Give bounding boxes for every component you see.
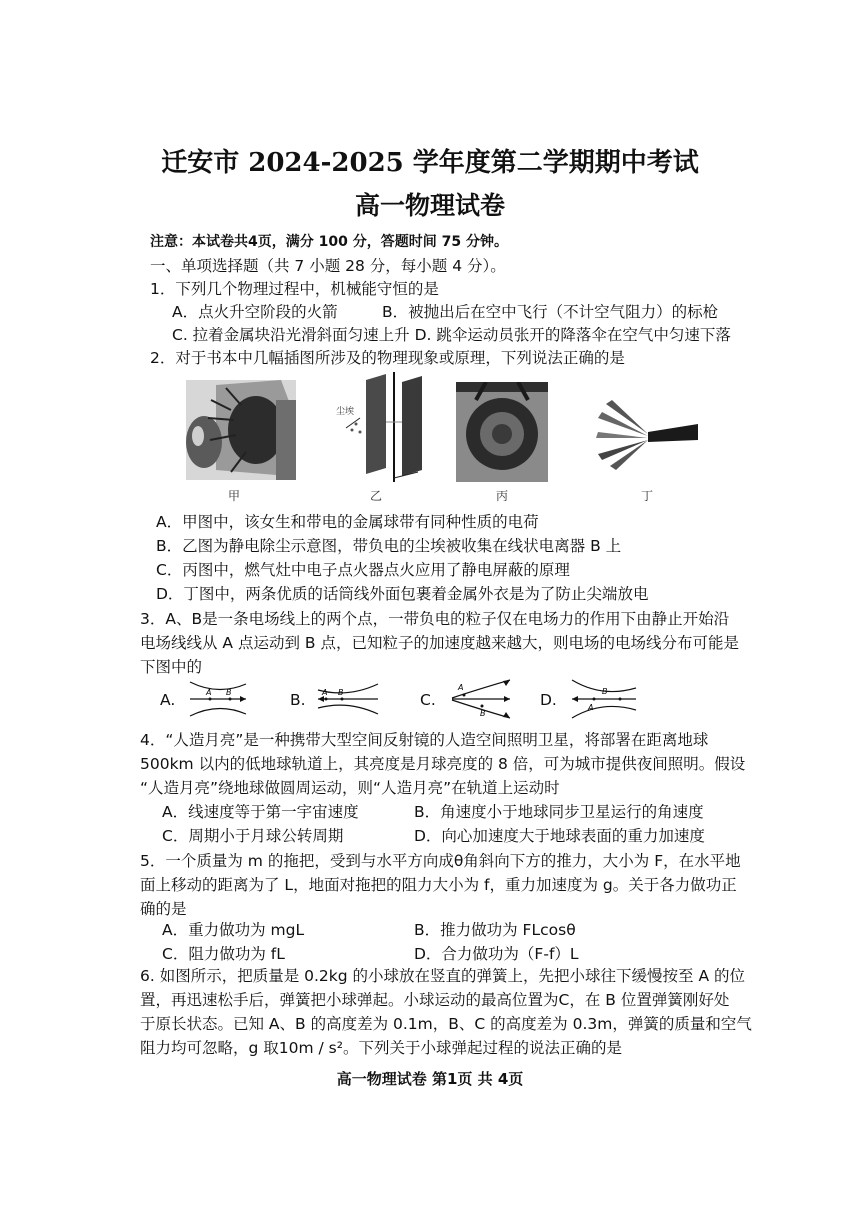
q6-line3: 于原长状态。已知 A、B 的高度差为 0.1m，B、C 的高度差为 0.3m，弹簧的质量和空气: [140, 1015, 752, 1033]
q4-line1: 4．“人造月亮”是一种携带大型空间反射镜的人造空间照明卫星，将部署在距离地球: [140, 731, 709, 749]
section-heading: 一、单项选择题（共 7 小题 28 分，每小题 4 分）。: [150, 257, 506, 275]
q3-b-point-a: A: [322, 688, 328, 697]
q3-option-a-label: A.: [160, 691, 176, 709]
q2-option-b: B．乙图为静电除尘示意图，带负电的尘埃被收集在线状电离器 B 上: [156, 537, 622, 555]
q2-option-c: C．丙图中，燃气灶中电子点火器点火应用了静电屏蔽的原理: [156, 561, 570, 579]
q5-option-a: A．重力做功为 mgL: [162, 921, 305, 939]
q4-line3: “人造月亮”绕地球做圆周运动，则“人造月亮”在轨道上运动时: [140, 779, 560, 797]
q3-line3: 下图中的: [140, 658, 203, 676]
q6-line4: 阻力均可忽略，g 取10m / s²。下列关于小球弹起过程的说法正确的是: [140, 1039, 622, 1057]
q5-line2: 面上移动的距离为了 L，地面对拖把的阻力大小为 f，重力加速度为 g。关于各力做功正: [140, 876, 737, 894]
q4-line2: 500km 以内的低地球轨道上，其亮度是月球亮度的 8 倍，可为城市提供夜间照明。假设: [140, 755, 746, 773]
q4-option-b: B．角速度小于地球同步卫星运行的角速度: [414, 803, 704, 821]
q6-line2: 置，再迅速松手后，弹簧把小球弹起。小球运动的最高位置为C，在 B 位置弹簧刚好处: [140, 991, 730, 1009]
q3-option-c-label: C.: [420, 691, 436, 709]
q6-line1: 6. 如图所示，把质量是 0.2kg 的小球放在竖直的弹簧上，先把小球往下缓慢按至 A 的位: [140, 967, 745, 985]
q3-d-point-b: B: [602, 687, 608, 696]
q3-field-d-diagram: [566, 676, 640, 722]
q3-c-point-a: A: [458, 683, 464, 692]
q4-option-a: A．线速度等于第一宇宙速度: [162, 803, 359, 821]
exam-subtitle: 高一物理试卷: [354, 191, 505, 220]
q5-option-b: B．推力做功为 FLcosθ: [414, 921, 576, 939]
q3-a-point-b: B: [226, 688, 232, 697]
q3-line1: 3．A、B是一条电场线上的两个点，一带负电的粒子仅在电场力的作用下由静止开始沿: [140, 610, 730, 628]
q3-a-point-a: A: [206, 688, 212, 697]
q3-field-a-diagram: [186, 678, 250, 720]
q3-b-point-b: B: [338, 688, 344, 697]
q3-option-b-label: B.: [290, 691, 306, 709]
q3-line2: 电场线线从 A 点运动到 B 点，已知粒子的加速度越来越大，则电场的电场线分布可能是: [140, 634, 739, 652]
q1-option-cd: C. 拉着金属块沿光滑斜面匀速上升 D. 跳伞运动员张开的降落伞在空气中匀速下落: [172, 326, 731, 344]
q5-option-c: C．阻力做功为 fL: [162, 945, 285, 963]
q5-line1: 5．一个质量为 m 的拖把，受到与水平方向成θ角斜向下方的推力，大小为 F，在水平地: [140, 852, 741, 870]
q1-option-b: B．被抛出后在空中飞行（不计空气阻力）的标枪: [382, 303, 719, 321]
figure-yi-caption: 乙: [370, 489, 383, 503]
q2-option-a: A．甲图中，该女生和带电的金属球带有同种性质的电荷: [156, 513, 539, 531]
q3-option-d-label: D.: [540, 691, 557, 709]
q3-d-point-a: A: [588, 703, 594, 712]
q3-c-point-b: B: [480, 709, 486, 718]
q2-option-d: D．丁图中，两条优质的话筒线外面包裹着金属外衣是为了防止尖端放电: [156, 585, 649, 603]
q5-line3: 确的是: [140, 900, 187, 918]
notice: 注意：本试卷共4页，满分 100 分，答题时间 75 分钟。: [150, 234, 508, 250]
q1-stem: 1．下列几个物理过程中，机械能守恒的是: [150, 280, 439, 298]
figure-jia-image: [186, 380, 296, 480]
q3-field-b-diagram: [312, 678, 382, 720]
q2-stem: 2．对于书本中几幅插图所涉及的物理现象或原理，下列说法正确的是: [150, 349, 625, 367]
page-footer: 高一物理试卷 第1页 共 4页: [336, 1070, 524, 1088]
q3-field-c-diagram: [446, 676, 516, 722]
figure-ding-image: [578, 394, 698, 474]
figure-bing-caption: 丙: [496, 489, 509, 503]
figure-jia-caption: 甲: [228, 489, 241, 503]
figure-yi-image: [330, 372, 440, 484]
figure-yi-dust-label: 尘埃: [336, 407, 355, 417]
q4-option-d: D．向心加速度大于地球表面的重力加速度: [414, 827, 705, 845]
figure-bing-image: [456, 382, 548, 482]
figure-ding-caption: 丁: [641, 489, 654, 503]
q4-option-c: C．周期小于月球公转周期: [162, 827, 344, 845]
q1-option-a: A．点火升空阶段的火箭: [172, 303, 338, 321]
q5-option-d: D．合力做功为（F-f）L: [414, 945, 579, 963]
exam-title: 迁安市 2024-2025 学年度第二学期期中考试: [161, 148, 699, 178]
